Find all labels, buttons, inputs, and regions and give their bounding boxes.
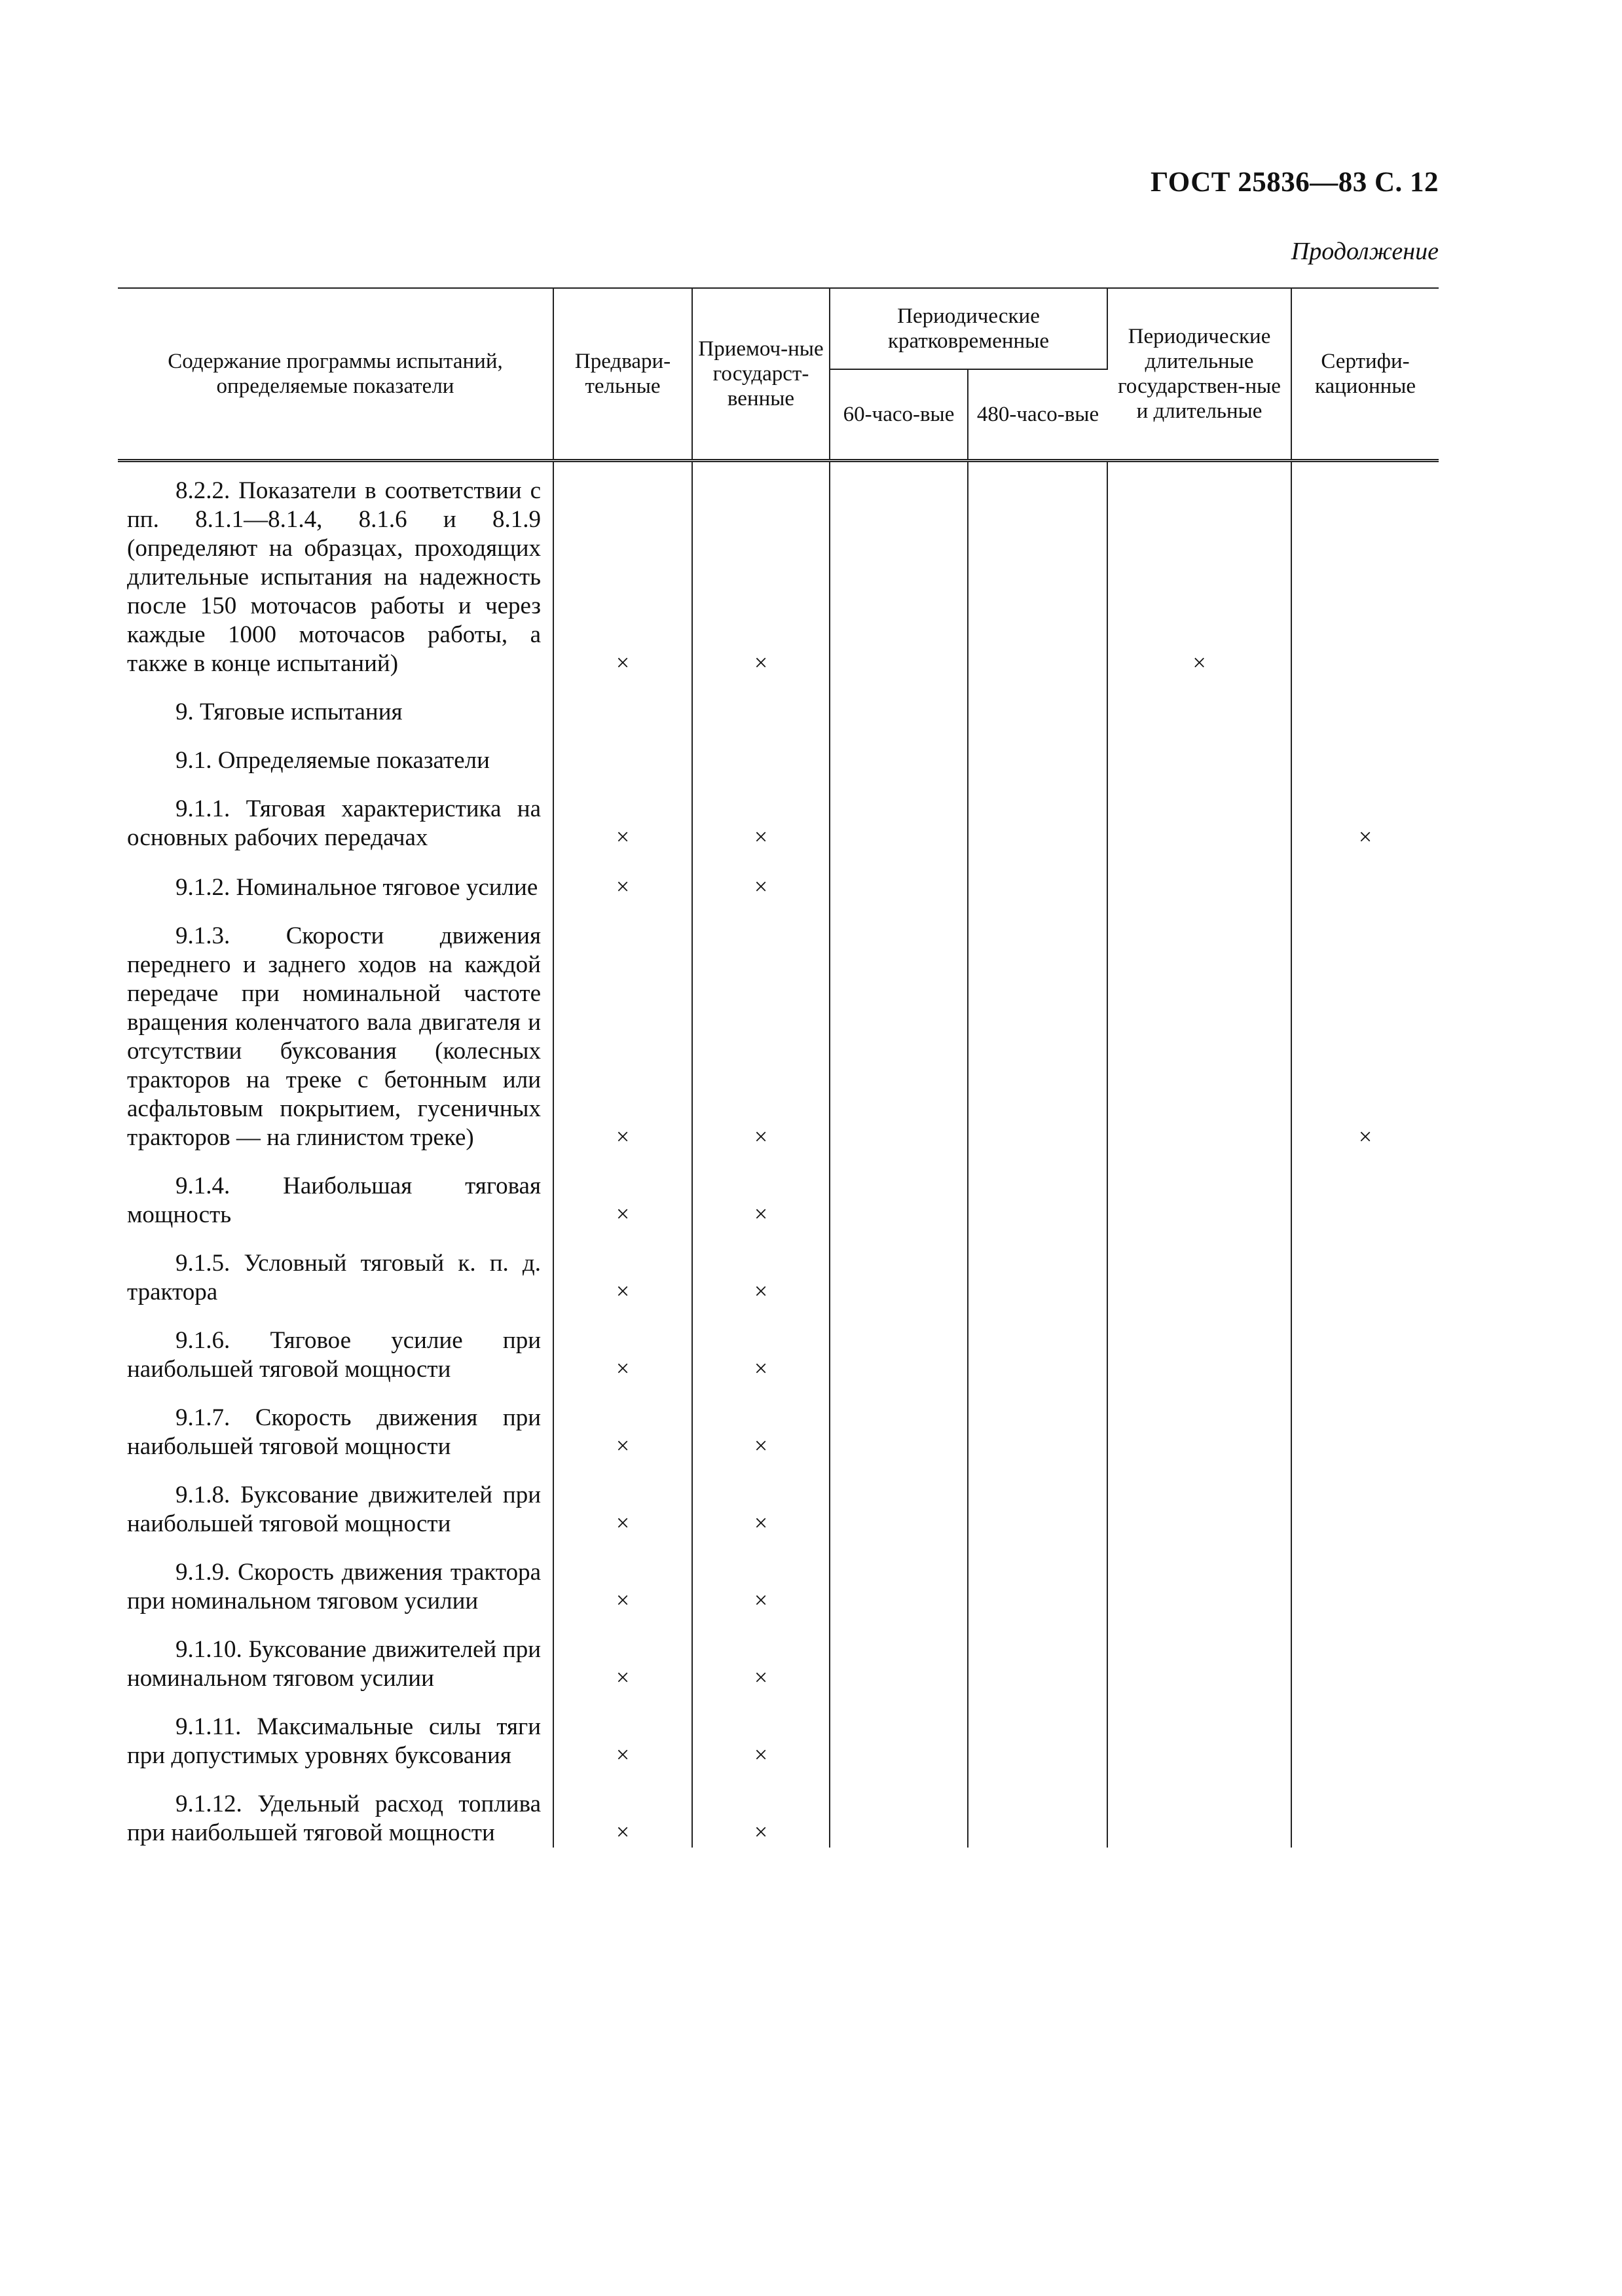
row-description-text: 9.1.4. Наибольшая тяговая мощность — [127, 1173, 541, 1228]
mark-cell — [1291, 1481, 1439, 1539]
mark-cell — [1291, 1790, 1439, 1848]
mark-cell — [830, 872, 968, 902]
mark-cell: × — [692, 1635, 830, 1693]
mark-cell: × — [553, 1713, 692, 1770]
mark-cell — [1291, 872, 1439, 902]
table-row — [118, 746, 1439, 775]
mark-cell — [830, 461, 968, 679]
table-row — [118, 795, 1439, 852]
mark-cell — [1291, 1713, 1439, 1770]
spacer-cell — [1107, 678, 1291, 698]
spacer-cell — [118, 1539, 553, 1558]
spacer-cell — [830, 1230, 968, 1249]
spacer-cell — [553, 1616, 692, 1635]
mark-cell — [1291, 1635, 1439, 1693]
spacer-cell — [830, 1539, 968, 1558]
row-description-text: 9. Тяговые испытания — [175, 699, 403, 725]
mark-cell: × — [553, 1172, 692, 1230]
spacer-cell — [830, 1693, 968, 1713]
mark-cell — [830, 795, 968, 852]
spacer-cell — [553, 1461, 692, 1481]
mark-cell — [1107, 1790, 1291, 1848]
mark-cell — [1107, 872, 1291, 902]
spacer-cell — [118, 1307, 553, 1326]
spacer-cell — [1107, 1693, 1291, 1713]
spacer-cell — [1107, 852, 1291, 872]
spacer-cell — [1291, 1307, 1439, 1326]
mark-cell — [968, 872, 1107, 902]
mark-cell — [830, 1249, 968, 1307]
spacer-cell — [830, 1770, 968, 1790]
mark-cell — [968, 1481, 1107, 1539]
mark-cell — [1107, 1326, 1291, 1384]
mark-cell — [1107, 698, 1291, 727]
row-spacer — [118, 1539, 1439, 1558]
table-row — [118, 698, 1439, 727]
spacer-cell — [692, 678, 830, 698]
mark-cell: × — [553, 1790, 692, 1848]
mark-cell: × — [553, 1558, 692, 1616]
col-header-acceptance: Приемоч-ные государст-венные — [692, 288, 830, 461]
spacer-cell — [968, 1539, 1107, 1558]
row-description — [118, 1635, 553, 1693]
col-header-preliminary: Предвари-тельные — [553, 288, 692, 461]
spacer-cell — [968, 1616, 1107, 1635]
mark-cell — [1107, 795, 1291, 852]
row-description — [118, 461, 553, 679]
spacer-cell — [692, 1616, 830, 1635]
spacer-cell — [1291, 852, 1439, 872]
mark-cell: × — [692, 1249, 830, 1307]
mark-cell: × — [553, 461, 692, 679]
mark-cell — [968, 746, 1107, 775]
spacer-cell — [553, 1384, 692, 1404]
mark-cell: × — [553, 1404, 692, 1461]
continuation-label: Продолжение — [1291, 238, 1439, 265]
mark-cell — [1107, 1481, 1291, 1539]
spacer-cell — [118, 1230, 553, 1249]
mark-cell: × — [692, 1558, 830, 1616]
mark-cell — [1107, 1635, 1291, 1693]
spacer-cell — [692, 727, 830, 746]
row-description — [118, 746, 553, 775]
row-spacer — [118, 1384, 1439, 1404]
mark-cell — [968, 1172, 1107, 1230]
spacer-cell — [692, 1539, 830, 1558]
row-description — [118, 872, 553, 902]
table-row — [118, 1326, 1439, 1384]
row-description-text: 9.1.6. Тяговое усилие при наибольшей тяговой мощности — [127, 1327, 541, 1383]
mark-cell — [830, 746, 968, 775]
mark-cell — [1107, 1404, 1291, 1461]
col-header-certification: Сертифи-кационные — [1291, 288, 1439, 461]
spacer-cell — [553, 1307, 692, 1326]
mark-cell — [830, 1404, 968, 1461]
mark-cell — [553, 746, 692, 775]
spacer-cell — [553, 775, 692, 795]
row-description — [118, 698, 553, 727]
spacer-cell — [553, 852, 692, 872]
row-description-text: 9.1.11. Максимальные силы тяги при допустимых уровнях буксования — [127, 1713, 541, 1769]
mark-cell — [1107, 922, 1291, 1152]
spacer-cell — [1291, 902, 1439, 922]
row-description-text: 9.1.5. Условный тяговый к. п. д. трактора — [127, 1250, 541, 1305]
mark-cell: × — [692, 1790, 830, 1848]
mark-cell — [1291, 1326, 1439, 1384]
row-spacer — [118, 902, 1439, 922]
mark-cell — [968, 1249, 1107, 1307]
spacer-cell — [1291, 678, 1439, 698]
spacer-cell — [1107, 1384, 1291, 1404]
row-spacer — [118, 1152, 1439, 1172]
spacer-cell — [553, 1693, 692, 1713]
mark-cell — [968, 698, 1107, 727]
col-header-periodic-short: Периодические кратковременные — [830, 288, 1107, 369]
spacer-cell — [1291, 1152, 1439, 1172]
mark-cell: × — [692, 461, 830, 679]
row-spacer — [118, 727, 1439, 746]
mark-cell: × — [553, 1481, 692, 1539]
spacer-cell — [118, 1770, 553, 1790]
mark-cell: × — [1107, 461, 1291, 679]
mark-cell: × — [692, 1404, 830, 1461]
spacer-cell — [1107, 1539, 1291, 1558]
mark-cell — [553, 698, 692, 727]
table-row — [118, 1172, 1439, 1230]
spacer-cell — [830, 902, 968, 922]
spacer-cell — [1107, 902, 1291, 922]
mark-cell — [830, 1326, 968, 1384]
spacer-cell — [1107, 1230, 1291, 1249]
row-description — [118, 1404, 553, 1461]
spacer-cell — [692, 1230, 830, 1249]
row-description — [118, 1172, 553, 1230]
spacer-cell — [968, 678, 1107, 698]
spacer-cell — [1107, 1307, 1291, 1326]
spacer-cell — [968, 852, 1107, 872]
mark-cell — [692, 746, 830, 775]
spacer-cell — [553, 678, 692, 698]
spacer-cell — [692, 1152, 830, 1172]
spacer-cell — [1107, 775, 1291, 795]
row-description — [118, 1249, 553, 1307]
mark-cell — [1107, 1713, 1291, 1770]
spacer-cell — [830, 1461, 968, 1481]
row-description-text: 9.1.12. Удельный расход топлива при наибольшей тяговой мощности — [127, 1791, 541, 1846]
spacer-cell — [830, 1152, 968, 1172]
spacer-cell — [1291, 1230, 1439, 1249]
spacer-cell — [118, 852, 553, 872]
row-spacer — [118, 1307, 1439, 1326]
spacer-cell — [968, 1693, 1107, 1713]
mark-cell: × — [1358, 1123, 1373, 1150]
mark-cell — [968, 795, 1107, 852]
spacer-cell — [1291, 1384, 1439, 1404]
spacer-cell — [118, 1152, 553, 1172]
spacer-cell — [830, 678, 968, 698]
table-row — [118, 1790, 1439, 1848]
mark-cell — [830, 1635, 968, 1693]
spacer-cell — [118, 1693, 553, 1713]
mark-cell: × — [692, 1713, 830, 1770]
mark-cell — [968, 1558, 1107, 1616]
mark-cell — [830, 698, 968, 727]
spacer-cell — [118, 775, 553, 795]
spacer-cell — [968, 775, 1107, 795]
mark-cell: × — [692, 1326, 830, 1384]
col-header-periodic-long: Периодические длительные государствен-ные и длительные — [1107, 288, 1291, 461]
spacer-cell — [118, 1384, 553, 1404]
mark-cell: × — [553, 795, 692, 852]
spacer-cell — [1291, 1693, 1439, 1713]
row-description — [118, 1481, 553, 1539]
mark-cell — [1107, 1172, 1291, 1230]
spacer-cell — [1107, 1616, 1291, 1635]
spacer-cell — [692, 1384, 830, 1404]
col-header-60-hours: 60-часо-вые — [830, 369, 968, 461]
spacer-cell — [118, 1616, 553, 1635]
table-row — [118, 1713, 1439, 1770]
page-title: ГОСТ 25836—83 С. 12 — [1150, 167, 1439, 198]
mark-cell — [830, 1790, 968, 1848]
spacer-cell — [830, 1307, 968, 1326]
row-description — [118, 1790, 553, 1848]
spacer-cell — [1107, 727, 1291, 746]
mark-cell — [968, 1713, 1107, 1770]
row-description-text: 8.2.2. Показатели в соответствии с пп. 8.1.1—8.1.4, 8.1.6 и 8.1.9 (определяют на образцах, проходящих длительные испытания на надежность после 150 моточасов работы и через каждые 1000 моточасов работы, а также в конце испытаний) — [127, 477, 541, 677]
spacer-cell — [968, 902, 1107, 922]
row-spacer — [118, 1616, 1439, 1635]
spacer-cell — [692, 1693, 830, 1713]
mark-cell — [830, 1713, 968, 1770]
spacer-cell — [1107, 1770, 1291, 1790]
spacer-cell — [830, 1384, 968, 1404]
spacer-cell — [830, 727, 968, 746]
spacer-cell — [1291, 1539, 1439, 1558]
row-description-text: 9.1.2. Номинальное тяговое усилие — [175, 874, 538, 901]
mark-cell — [1291, 461, 1439, 679]
spacer-cell — [1291, 1616, 1439, 1635]
mark-cell: × — [553, 1326, 692, 1384]
mark-cell: × — [1358, 824, 1373, 850]
spacer-cell — [118, 902, 553, 922]
table-row — [118, 1404, 1439, 1461]
row-description-text: 9.1.8. Буксование движителей при наибольшей тяговой мощности — [127, 1482, 541, 1537]
table-body — [118, 461, 1439, 1848]
row-spacer — [118, 852, 1439, 872]
test-program-table — [118, 287, 1439, 1848]
mark-cell — [1107, 1249, 1291, 1307]
mark-cell — [968, 461, 1107, 679]
mark-cell: × — [692, 795, 830, 852]
spacer-cell — [1291, 727, 1439, 746]
spacer-cell — [118, 1461, 553, 1481]
table-row — [118, 1558, 1439, 1616]
spacer-cell — [1291, 1461, 1439, 1481]
mark-cell — [1291, 698, 1439, 727]
mark-cell — [692, 698, 830, 727]
spacer-cell — [968, 1461, 1107, 1481]
mark-cell — [968, 1790, 1107, 1848]
row-description-text: 9.1. Определяемые показатели — [175, 747, 490, 774]
row-spacer — [118, 1230, 1439, 1249]
row-description — [118, 795, 553, 852]
mark-cell: × — [692, 922, 830, 1152]
mark-cell — [830, 1558, 968, 1616]
spacer-cell — [968, 1384, 1107, 1404]
col-header-content: Содержание программы испытаний, определяемые показатели — [118, 288, 553, 461]
mark-cell — [830, 1172, 968, 1230]
spacer-cell — [1291, 775, 1439, 795]
mark-cell: × — [692, 1172, 830, 1230]
spacer-cell — [553, 1152, 692, 1172]
row-description — [118, 1326, 553, 1384]
spacer-cell — [553, 727, 692, 746]
spacer-cell — [692, 902, 830, 922]
mark-cell: × — [692, 1481, 830, 1539]
table-row — [118, 922, 1439, 1152]
row-spacer — [118, 1461, 1439, 1481]
mark-cell: × — [553, 1249, 692, 1307]
spacer-cell — [968, 1152, 1107, 1172]
mark-cell — [968, 1326, 1107, 1384]
spacer-cell — [830, 1616, 968, 1635]
spacer-cell — [692, 1307, 830, 1326]
row-description-text: 9.1.3. Скорости движения переднего и заднего ходов на каждой передаче при номинальной частоте вращения коленчатого вала двигателя и отсутствии буксования (колесных тракторов на треке с бетонным или асфальтовым покрытием, гусеничных тракторов — на глинистом треке) — [127, 922, 541, 1151]
spacer-cell — [968, 1230, 1107, 1249]
spacer-cell — [830, 852, 968, 872]
row-description — [118, 922, 553, 1152]
mark-cell — [968, 1635, 1107, 1693]
mark-cell — [1291, 1249, 1439, 1307]
mark-cell — [968, 1404, 1107, 1461]
spacer-cell — [692, 1461, 830, 1481]
mark-cell — [830, 922, 968, 1152]
table-row — [118, 1481, 1439, 1539]
spacer-cell — [692, 852, 830, 872]
spacer-cell — [553, 902, 692, 922]
spacer-cell — [968, 727, 1107, 746]
row-spacer — [118, 1770, 1439, 1790]
mark-cell — [1291, 1172, 1439, 1230]
spacer-cell — [1107, 1152, 1291, 1172]
mark-cell — [830, 1481, 968, 1539]
row-description-text: 9.1.9. Скорость движения трактора при номинальном тяговом усилии — [127, 1559, 541, 1614]
table-row — [118, 461, 1439, 679]
spacer-cell — [118, 727, 553, 746]
spacer-cell — [118, 678, 553, 698]
mark-cell: × — [553, 1635, 692, 1693]
spacer-cell — [1291, 1770, 1439, 1790]
row-spacer — [118, 1693, 1439, 1713]
mark-cell — [1291, 1404, 1439, 1461]
spacer-cell — [553, 1230, 692, 1249]
mark-cell: × — [553, 922, 692, 1152]
row-spacer — [118, 678, 1439, 698]
col-header-480-hours: 480-часо-вые — [968, 369, 1107, 461]
mark-cell — [1291, 1558, 1439, 1616]
spacer-cell — [968, 1770, 1107, 1790]
row-description — [118, 1713, 553, 1770]
spacer-cell — [830, 775, 968, 795]
spacer-cell — [692, 775, 830, 795]
table-row — [118, 1635, 1439, 1693]
mark-cell: × — [553, 872, 692, 902]
table-row — [118, 1249, 1439, 1307]
spacer-cell — [553, 1539, 692, 1558]
mark-cell — [968, 922, 1107, 1152]
spacer-cell — [1107, 1461, 1291, 1481]
mark-cell — [1291, 746, 1439, 775]
row-description — [118, 1558, 553, 1616]
row-description-text: 9.1.10. Буксование движителей при номинальном тяговом усилии — [127, 1636, 541, 1692]
spacer-cell — [553, 1770, 692, 1790]
spacer-cell — [968, 1307, 1107, 1326]
row-spacer — [118, 775, 1439, 795]
row-description-text: 9.1.7. Скорость движения при наибольшей тяговой мощности — [127, 1404, 541, 1460]
mark-cell — [1107, 746, 1291, 775]
mark-cell — [1107, 1558, 1291, 1616]
row-description-text: 9.1.1. Тяговая характеристика на основных рабочих передачах — [127, 795, 541, 851]
spacer-cell — [692, 1770, 830, 1790]
mark-cell: × — [692, 872, 830, 902]
table-row — [118, 872, 1439, 902]
